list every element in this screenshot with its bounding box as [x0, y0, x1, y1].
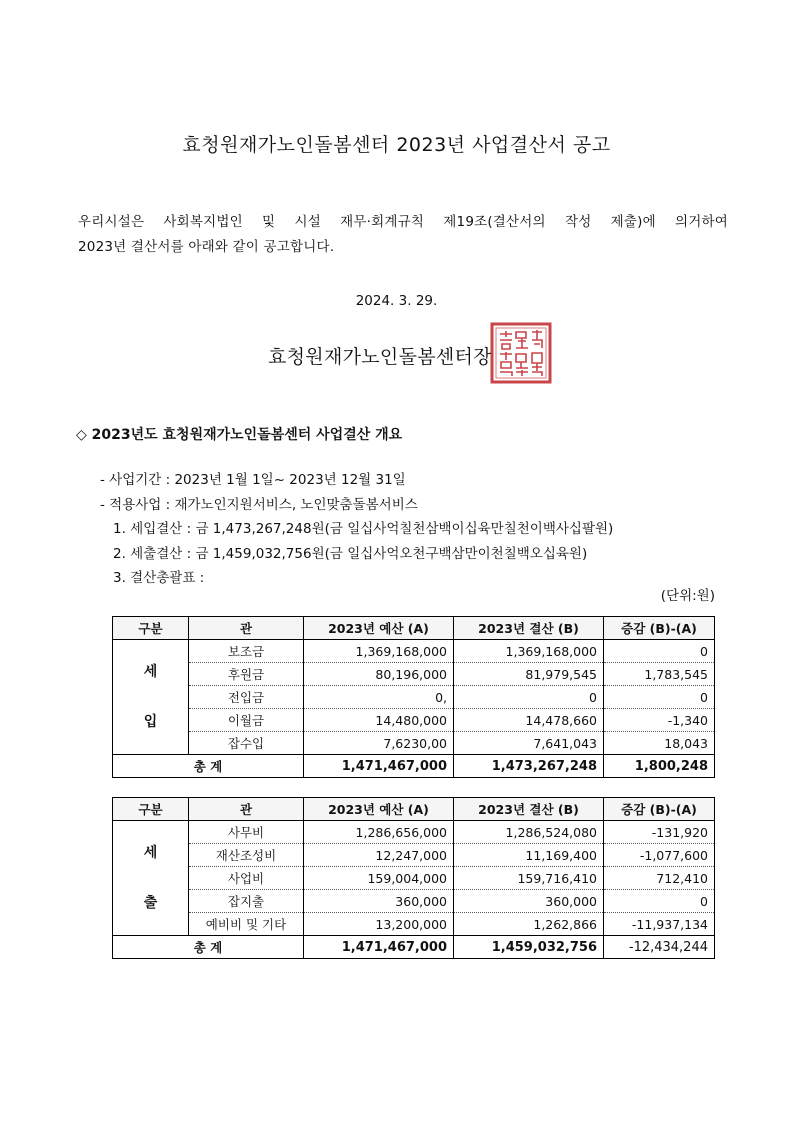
row-actual: 7,641,043 — [454, 732, 604, 755]
row-difference: 712,410 — [604, 867, 715, 890]
row-actual: 1,369,168,000 — [454, 640, 604, 663]
header-difference: 증감 (B)-(A) — [604, 798, 715, 821]
row-actual: 11,169,400 — [454, 844, 604, 867]
row-budget: 360,000 — [304, 890, 454, 913]
row-budget: 7,6230,00 — [304, 732, 454, 755]
organization-name: 효청원재가노인돌봄센터장 — [268, 346, 492, 368]
header-account: 관 — [189, 617, 304, 640]
announcement-date: 2024. 3. 29. — [355, 293, 438, 309]
table-header-row — [113, 798, 715, 821]
header-account: 관 — [189, 798, 304, 821]
row-difference: -11,937,134 — [604, 913, 715, 936]
row-budget: 12,247,000 — [304, 844, 454, 867]
header-budget: 2023년 예산 (A) — [304, 617, 454, 640]
row-difference: -1,077,600 — [604, 844, 715, 867]
table-row — [113, 890, 715, 913]
group-label-top: 세 — [143, 845, 158, 861]
total-budget: 1,471,467,000 — [304, 936, 454, 959]
row-difference: -131,920 — [604, 821, 715, 844]
table-row — [113, 732, 715, 755]
row-difference: 0 — [604, 640, 715, 663]
row-budget: 1,286,656,000 — [304, 821, 454, 844]
business-period: - 사업기간 : 2023년 1월 1일~ 2023년 12월 31일 — [100, 472, 406, 488]
revenue-group-cell — [113, 640, 189, 755]
header-category: 구분 — [113, 798, 189, 821]
header-actual: 2023년 결산 (B) — [454, 617, 604, 640]
row-actual: 14,478,660 — [454, 709, 604, 732]
header-budget: 2023년 예산 (A) — [304, 798, 454, 821]
row-account-name: 보조금 — [189, 640, 304, 663]
row-account-name: 사무비 — [189, 821, 304, 844]
table-row — [113, 709, 715, 732]
applied-services: - 적용사업 : 재가노인지원서비스, 노인맞춤돌봄서비스 — [100, 497, 418, 513]
group-label-bottom: 출 — [143, 895, 158, 911]
intro-line-1: 우리시설은 사회복지법인 및 시설 재무·회계규칙 제19조(결산서의 작성 제출)에 의거하여 — [78, 214, 728, 230]
unit-label: (단위:원) — [660, 588, 715, 604]
revenue-summary-table — [112, 616, 715, 778]
row-budget: 0, — [304, 686, 454, 709]
header-difference: 증감 (B)-(A) — [604, 617, 715, 640]
row-account-name: 이월금 — [189, 709, 304, 732]
row-actual: 159,716,410 — [454, 867, 604, 890]
table-row — [113, 686, 715, 709]
row-account-name: 후원금 — [189, 663, 304, 686]
header-category: 구분 — [113, 617, 189, 640]
row-actual: 1,262,866 — [454, 913, 604, 936]
group-label-bottom: 입 — [143, 714, 158, 730]
row-account-name: 사업비 — [189, 867, 304, 890]
row-account-name: 재산조성비 — [189, 844, 304, 867]
row-difference: 18,043 — [604, 732, 715, 755]
row-budget: 14,480,000 — [304, 709, 454, 732]
expense-settlement: 2. 세출결산 : 금 1,459,032,756원(금 일십사억오천구백삼만이천칠백오십육원) — [113, 546, 588, 562]
section-heading: ◇ 2023년도 효청원재가노인돌봄센터 사업결산 개요 — [76, 427, 403, 443]
summary-table-label: 3. 결산총괄표 : — [113, 570, 205, 586]
row-account-name: 전입금 — [189, 686, 304, 709]
intro-line-2: 2023년 결산서를 아래와 같이 공고합니다. — [78, 239, 335, 255]
row-difference: 0 — [604, 686, 715, 709]
row-difference: -1,340 — [604, 709, 715, 732]
table-total-row — [113, 755, 715, 778]
table-row — [113, 867, 715, 890]
total-label: 총 계 — [113, 755, 304, 778]
row-difference: 1,783,545 — [604, 663, 715, 686]
row-actual: 360,000 — [454, 890, 604, 913]
row-difference: 0 — [604, 890, 715, 913]
row-budget: 80,196,000 — [304, 663, 454, 686]
row-account-name: 예비비 및 기타 — [189, 913, 304, 936]
row-budget: 13,200,000 — [304, 913, 454, 936]
official-seal-stamp — [490, 322, 552, 384]
table-row — [113, 663, 715, 686]
row-account-name: 잡지출 — [189, 890, 304, 913]
total-difference: -12,434,244 — [604, 936, 715, 959]
total-label: 총 계 — [113, 936, 304, 959]
total-difference: 1,800,248 — [604, 755, 715, 778]
total-actual: 1,459,032,756 — [454, 936, 604, 959]
table-row — [113, 844, 715, 867]
expense-group-cell — [113, 821, 189, 936]
row-actual: 81,979,545 — [454, 663, 604, 686]
row-account-name: 잡수입 — [189, 732, 304, 755]
total-budget: 1,471,467,000 — [304, 755, 454, 778]
row-actual: 0 — [454, 686, 604, 709]
expense-summary-table — [112, 797, 715, 959]
header-actual: 2023년 결산 (B) — [454, 798, 604, 821]
table-header-row — [113, 617, 715, 640]
table-total-row — [113, 936, 715, 959]
table-row — [113, 640, 715, 663]
row-budget: 1,369,168,000 — [304, 640, 454, 663]
revenue-settlement: 1. 세입결산 : 금 1,473,267,248원(금 일십사억칠천삼백이십육만칠천이백사십팔원) — [113, 521, 614, 537]
table-row — [113, 913, 715, 936]
group-label-top: 세 — [143, 664, 158, 680]
total-actual: 1,473,267,248 — [454, 755, 604, 778]
row-actual: 1,286,524,080 — [454, 821, 604, 844]
table-row — [113, 821, 715, 844]
document-title: 효청원재가노인돌봄센터 2023년 사업결산서 공고 — [182, 134, 611, 156]
row-budget: 159,004,000 — [304, 867, 454, 890]
